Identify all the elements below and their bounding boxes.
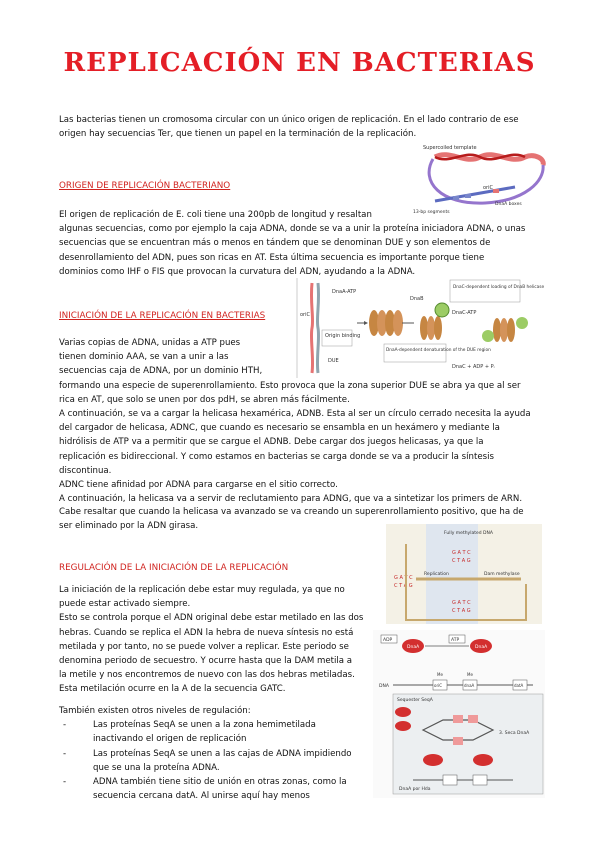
- intro-line: origen hay secuencias Ter, que tienen un papel en la terminación de la replicación.: [59, 129, 417, 140]
- figure1-label: oriC: [483, 185, 493, 191]
- page-title: REPLICACIÓN EN BACTERIAS: [63, 48, 536, 78]
- methylation-figure: [386, 524, 542, 624]
- dnab-helicase: [435, 303, 449, 317]
- regulation-line: La iniciación de la replicación debe estar muy regulada, ya que no: [59, 585, 345, 595]
- origin-line: desenrollamiento del ADN, pues son ricas en AT. Esta última secuencia es importante porque tiene: [59, 252, 485, 263]
- figure4-label: ATP: [451, 638, 460, 643]
- figure3-label: C T A G: [394, 583, 413, 589]
- figure3-label: C T A G: [452, 608, 471, 614]
- dna-box: [465, 194, 471, 198]
- figure2-label: DnaA-ATP: [332, 289, 357, 295]
- origin-line: dominios como IHF o FIS que provocan la curvatura del ADN, ayudando a la ADNA.: [59, 266, 416, 277]
- helicase-note-line: Cabe resaltar que cuando la helicasa va avanzado se va creando un superenrollamiento positivo, que ha de: [59, 507, 524, 517]
- initiation-line: hidrólisis de ATP va a permitir que se cargue el ADNB. Debe cargar dos juegos helicasas, ya que la: [59, 437, 484, 448]
- figure4-label: Me: [467, 672, 473, 677]
- intro-line: Las bacterias tienen un cromosoma circular con un único origen de replicación. En el lado contrario de ese: [59, 115, 519, 125]
- figure2-label: Origin binding: [325, 333, 361, 339]
- regulation-line: Esta metilación ocurre en la A de la secuencia GATC.: [59, 684, 286, 695]
- figure4-label: Sequester SeqA: [397, 698, 433, 703]
- section-heading-origin: ORIGEN DE REPLICACIÓN BACTERIANO: [59, 181, 231, 191]
- figure4-label: dnaA: [464, 683, 475, 688]
- initiation-line: discontinua.: [59, 465, 112, 476]
- regulation-levels: [59, 704, 379, 803]
- figure4-label: oriC: [434, 683, 442, 688]
- origin-line: secuencias que se encuentran más o menos en tándem que se denominan DUE y son elementos de: [59, 238, 491, 249]
- figure2-label: DnaA-dependent denaturation of the DUE region: [386, 348, 491, 353]
- initiation-line: formando una especie de superenrollamiento. Esto provoca que la zona superior DUE se abra ya que al ser: [59, 380, 521, 391]
- figure4-label: Me: [437, 672, 443, 677]
- regulation-line: denomina periodo de secuestro. Y ocurre hasta que la DAM metila a: [59, 656, 353, 667]
- figure3-label: Fully methylated DNA: [444, 531, 493, 536]
- initiation-line: replicación es bidireccional. Y como estamos en bacterias se carga donde se va a producir la síntesis: [59, 451, 494, 462]
- figure4-label: 3. Seca DnaA: [499, 731, 530, 736]
- figure4-label: DnaA: [407, 645, 420, 650]
- origin-line: algunas secuencias, como por ejemplo la caja ADNA, donde se va a unir la proteína iniciadora ADNA, o unas: [59, 224, 526, 235]
- regulation-levels-intro: También existen otros niveles de regulación:: [59, 706, 251, 716]
- sequestration-panel: [393, 694, 543, 794]
- initiation-line: tienen dominio AAA, se van a unir a las: [59, 352, 229, 363]
- initiation-line: ADNC tiene afinidad por ADNA para cargarse en el sitio correcto.: [59, 480, 338, 491]
- section-heading-initiation: INICIACIÓN DE LA REPLICACIÓN EN BACTERIAS: [59, 311, 266, 321]
- figure4-label: ADP: [383, 638, 393, 643]
- figure2-label: DnaB: [410, 296, 424, 302]
- dna-segment: [435, 187, 515, 201]
- figure1-label: 13-bp segments: [413, 210, 450, 215]
- initiation-line: A continuación, se va a cargar la helicasa hexamérica, ADNB. Esta al ser un círculo cerrado necesita la ayuda: [59, 409, 531, 420]
- figure4-label: datA: [514, 683, 524, 688]
- section-heading-regulation: REGULACIÓN DE LA INICIACIÓN DE LA REPLICACIÓN: [59, 563, 289, 573]
- initiation-paragraph: [59, 336, 549, 506]
- label-box: [450, 280, 520, 302]
- dna-box: [493, 189, 499, 193]
- initiation-line: Varias copias de ADNA, unidas a ATP pues: [59, 338, 241, 348]
- regulation-line: metilada y por tanto, no se puede volver a replicar. Este periodo se: [59, 641, 349, 652]
- bullet-item: - Las proteínas SeqA se unen a las cajas de ADNA impidiendo que se una la proteína ADNA.: [59, 747, 379, 775]
- figure3-label: Dam methylase: [484, 572, 520, 577]
- initiation-line: A continuación, la helicasa va a servir de reclutamiento para ADNG, que va a sintetizar los primers de ARN.: [59, 494, 523, 505]
- regulation-line: Esto se controla porque el ADN original debe estar metilado en las dos: [59, 613, 364, 624]
- initiation-line: secuencias caja de ADNA, por un dominio HTH,: [59, 366, 263, 377]
- bullet-item: - ADNA también tiene sitio de unión en otras zonas, como la secuencia cercana datA. Al unirse aquí hay menos: [59, 775, 379, 803]
- figure2-label: DUE: [328, 358, 339, 364]
- figure4-label: DNA: [379, 684, 389, 689]
- figure3-label: G A T C: [452, 550, 471, 556]
- initiation-line: del cargador de helicasa, ADNC, que cuando es necesario se ensambla en un hexámero y mediante la: [59, 423, 500, 434]
- chromosome-loop: [429, 159, 543, 203]
- dna-box: [453, 196, 459, 200]
- origin-paragraph: [59, 208, 549, 279]
- regulation-line: la metile y nos encontremos de nuevo con las dos hebras metiladas.: [59, 670, 355, 681]
- figure2-label: DnaC-dependent loading of DnaB helicase: [453, 285, 544, 290]
- figure2-label: DnaC-ATP: [452, 310, 477, 316]
- regulation-paragraph: [59, 583, 379, 697]
- origin-line: El origen de replicación de E. coli tiene una 200pb de longitud y resaltan: [59, 210, 372, 220]
- figure2-label: oriC: [300, 312, 310, 318]
- figure3-label: G A T C: [394, 575, 413, 581]
- initiation-line: rica en AT, que solo se unen por dos pdH, se abren más fácilmente.: [59, 394, 350, 405]
- figure3-label: G A T C: [452, 600, 471, 606]
- dnaa-regulation-figure: [373, 630, 545, 798]
- regulation-line: hebras. Cuando se replica el ADN la hebra de nueva síntesis no está: [59, 627, 354, 638]
- regulation-bullet-list: [59, 718, 379, 803]
- figure3-label: C T A G: [452, 558, 471, 564]
- regulation-line: puede estar activado siempre.: [59, 599, 191, 610]
- figure4-label: DnaA: [475, 645, 488, 650]
- bullet-item: - Las proteínas SeqA se unen a la zona hemimetilada inactivando el origen de replicación: [59, 718, 379, 746]
- figure1-label: DnaA boxes: [495, 202, 522, 207]
- figure2-label: DnaC + ADP + Pᵢ: [452, 364, 495, 370]
- figure3-label: Replication: [424, 572, 449, 577]
- figure1-label: Supercoiled template: [423, 145, 477, 151]
- dnaa-cluster: [369, 310, 403, 336]
- helicase-note-line: ser eliminado por la ADN girasa.: [59, 521, 199, 532]
- figure4-label: DnaA por Hda: [399, 787, 431, 792]
- intro-paragraph: [59, 113, 549, 141]
